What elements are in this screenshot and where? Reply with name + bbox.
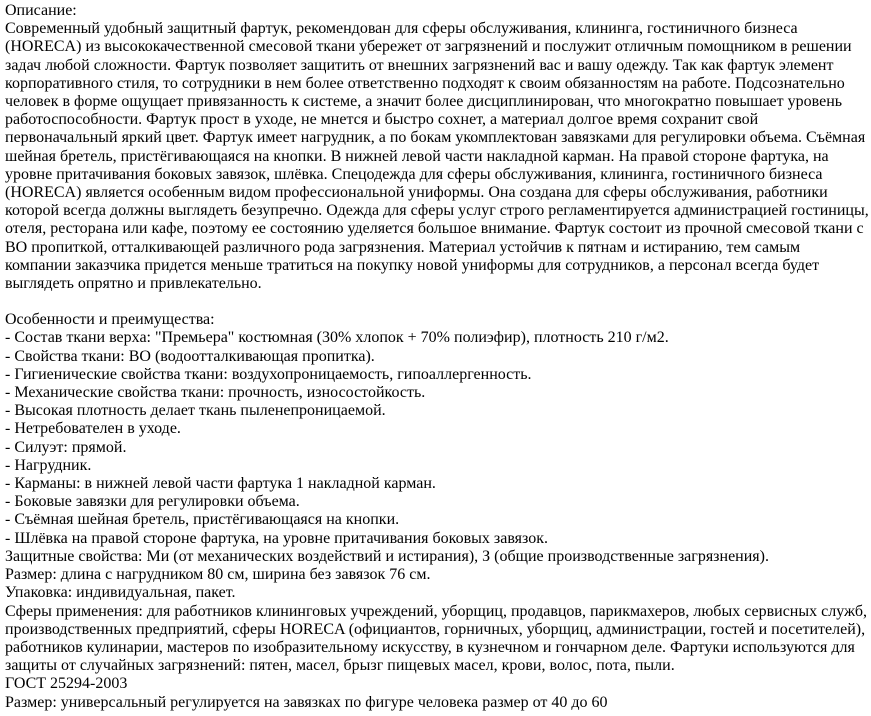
size-dimensions: Размер: длина с нагрудником 80 см, ширина без завязок 76 см. <box>5 566 431 584</box>
description-text: Современный удобный защитный фартук, рекомендован для сферы обслуживания, клининга, гостиничного бизнеса (HORECA) из высококачественной смесовой ткани убережет от загрязнений и послужит отличным помощником в решении задач любой сложности. Фартук позволяет защитить от внешних загрязнений вас и вашу одежду. Так как фартук элемент корпоративного стиля, то сотрудники в нем более ответственно подходят к своим обязанностям на работе. Подсознательно человек в форме ощущает привязанность к системе, а значит более дисциплинирован, что многократно повышает уровень работоспособности. Фартук прост в уходе, не мнется и быстро сохнет, а материал долгое время сохранит свой первоначальный яркий цвет. Фартук имеет нагрудник, а по бокам укомплектован завязками для регулировки объема. Съёмная шейная бретель, пристёгивающаяся на кнопки. В нижней левой части накладной карман. На правой стороне фартука, на уровне притачивания боковых завязок, шлёвка. Спецодежда для сферы обслуживания, клининга, гостиничного бизнеса (HORECA) является особенным видом профессиональной униформы. Она создана для сферы обслуживания, работники которой всегда должны выглядеть безупречно. Одежда для сферы услуг строго регламентируется администрацией гостиницы, отеля, ресторана или кафе, поэтому ее состоянию уделяется большое внимание. Фартук состоит из прочной смесовой ткани с ВО пропиткой, отталкивающей различного рода загрязнения. Материал устойчив к пятнам и истиранию, тем самым компании заказчика придется меньше тратиться на покупку новой униформы для сотрудников, а персонал всегда будет выглядеть опрятно и привлекательно. <box>5 20 869 293</box>
feature-item: - Силуэт: прямой. <box>5 438 127 456</box>
feature-item: - Состав ткани верха: "Премьера" костюмная (30% хлопок + 70% полиэфир), плотность 210 г/м2. <box>5 329 669 347</box>
feature-item: - Съёмная шейная бретель, пристёгивающаяся на кнопки. <box>5 511 400 529</box>
usage-areas: Сферы применения: для работников клининговых учреждений, уборщиц, продавцов, парикмахеров, любых сервисных служб, производственных предприятий, сферы HORECA (официантов, горничных, уборщиц, администрации, гостей и посетителей), работников кулинарии, мастеров по изобразительному искусству, в кузнечном и гончарном деле. Фартуки используются для защиты от случайных загрязнений: пятен, масел, брызг пищевых масел, крови, волос, пота, пыли. <box>5 602 867 675</box>
feature-item: - Высокая плотность делает ткань пыленепроницаемой. <box>5 402 386 420</box>
feature-item: - Механические свойства ткани: прочность, износостойкость. <box>5 384 426 402</box>
feature-item: - Нагрудник. <box>5 456 92 474</box>
features-heading: Особенности и преимущества: <box>5 311 215 329</box>
feature-item: - Нетребователен в уходе. <box>5 420 181 438</box>
features-list <box>5 329 869 547</box>
feature-item: - Гигиенические свойства ткани: воздухопроницаемость, гипоаллергенность. <box>5 365 532 383</box>
gost-standard: ГОСТ 25294-2003 <box>5 675 128 693</box>
protection-properties: Защитные свойства: Ми (от механических воздействий и истирания), З (общие производственные загрязнения). <box>5 547 769 565</box>
size-adjustment: Размер: универсальный регулируется на завязках по фигуре человека размер от 40 до 60 <box>5 693 608 711</box>
feature-item: - Боковые завязки для регулировки объема. <box>5 493 300 511</box>
packaging-info: Упаковка: индивидуальная, пакет. <box>5 584 236 602</box>
paragraph-spacer <box>5 293 869 311</box>
feature-item: - Свойства ткани: ВО (водоотталкивающая пропитка). <box>5 347 375 365</box>
feature-item: - Карманы: в нижней левой части фартука 1 накладной карман. <box>5 475 436 493</box>
description-heading: Описание: <box>5 2 77 19</box>
feature-item: - Шлёвка на правой стороне фартука, на уровне притачивания боковых завязок. <box>5 529 549 547</box>
